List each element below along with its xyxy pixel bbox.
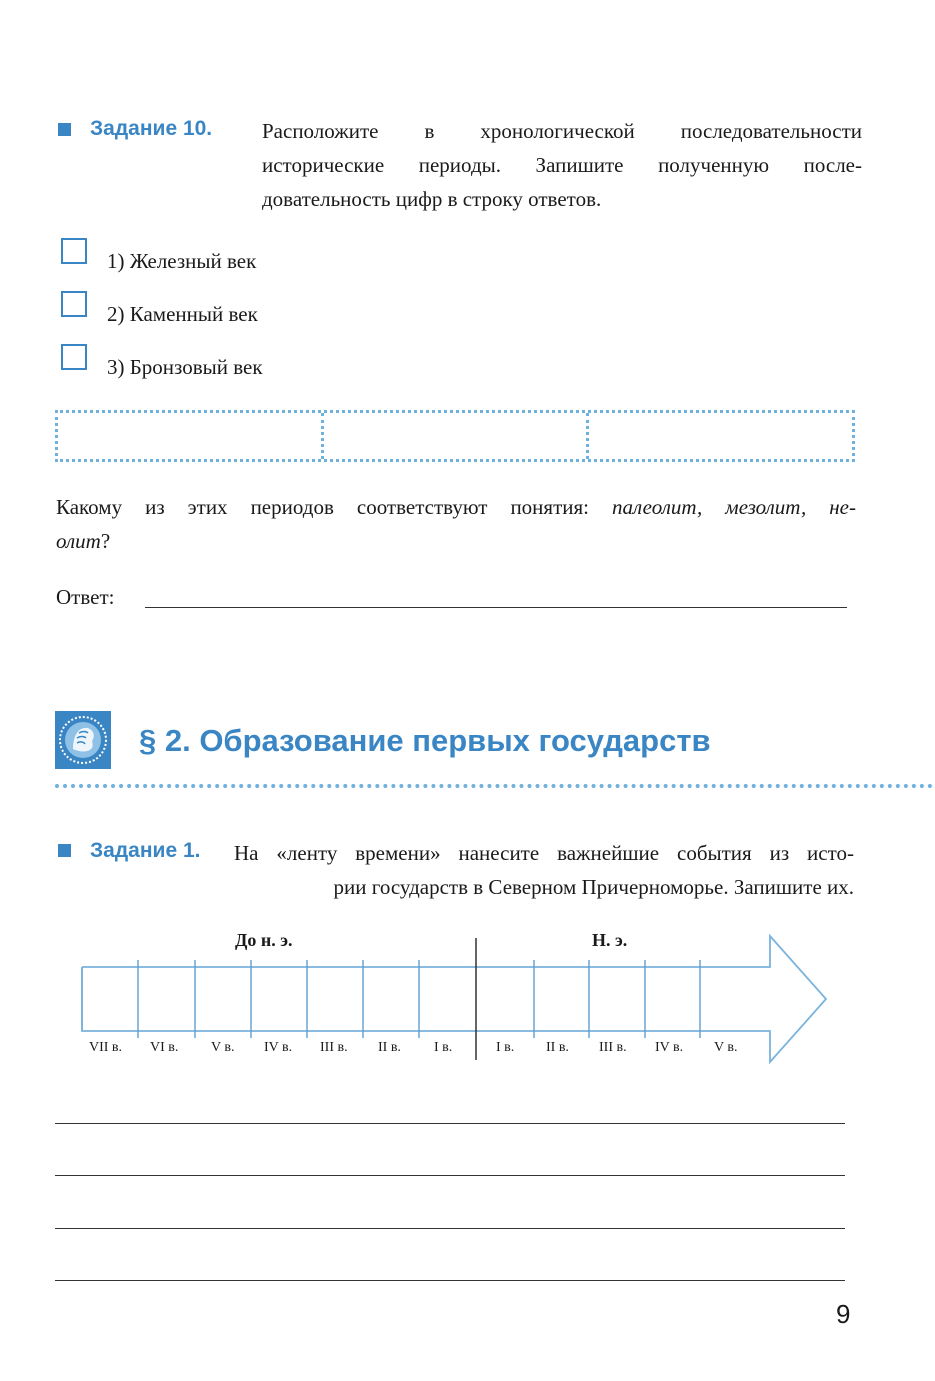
writing-line[interactable] [55,1175,845,1176]
timeline-ad-label: Н. э. [592,930,628,950]
question-mark: ? [100,529,111,553]
timeline-century-label: IV в. [655,1040,684,1055]
answer-label: Ответ: [56,585,115,609]
task1-line-1: На «ленту времени» нанесите важнейшие события из исто- [234,841,854,865]
timeline-century-label: VII в. [89,1040,123,1055]
option-2-label: 2) Каменный век [107,302,258,326]
task10-line-2: исторические периоды. Запишите полученную после- [262,153,862,177]
writing-line[interactable] [55,1228,845,1229]
timeline-bc-label: До н. э. [235,930,293,950]
timeline-century-label: II в. [546,1040,569,1055]
writing-line[interactable] [55,1280,845,1281]
timeline-century-label: V в. [714,1040,738,1055]
question-terms-end: олит [56,529,101,553]
option-3-label: 3) Бронзовый век [107,355,263,379]
timeline-century-label: V в. [211,1040,235,1055]
task10-line-1: Расположите в хронологической последовательности [262,119,862,143]
section-title: § 2. Образование первых государств [139,723,711,758]
task1-label: Задание 1. [90,839,201,862]
timeline-century-label: IV в. [264,1040,293,1055]
timeline-century-label: III в. [320,1040,348,1055]
option-1-label: 1) Железный век [107,249,257,273]
task10-line-3: довательность цифр в строку ответов. [262,187,602,211]
page-number: 9 [836,1299,851,1329]
timeline-century-label: I в. [496,1040,515,1055]
task1-line-2: рии государств в Северном Причерноморье. Запишите их. [333,875,854,899]
task10-label: Задание 10. [90,117,213,140]
question-terms: палеолит, мезолит, не- [612,495,856,519]
writing-line[interactable] [55,1123,845,1124]
timeline-century-label: II в. [378,1040,401,1055]
timeline-century-label: I в. [434,1040,453,1055]
timeline-century-label: VI в. [150,1040,179,1055]
timeline-century-label: III в. [599,1040,627,1055]
question-text: Какому из этих периодов соответствуют понятия: [56,495,612,519]
